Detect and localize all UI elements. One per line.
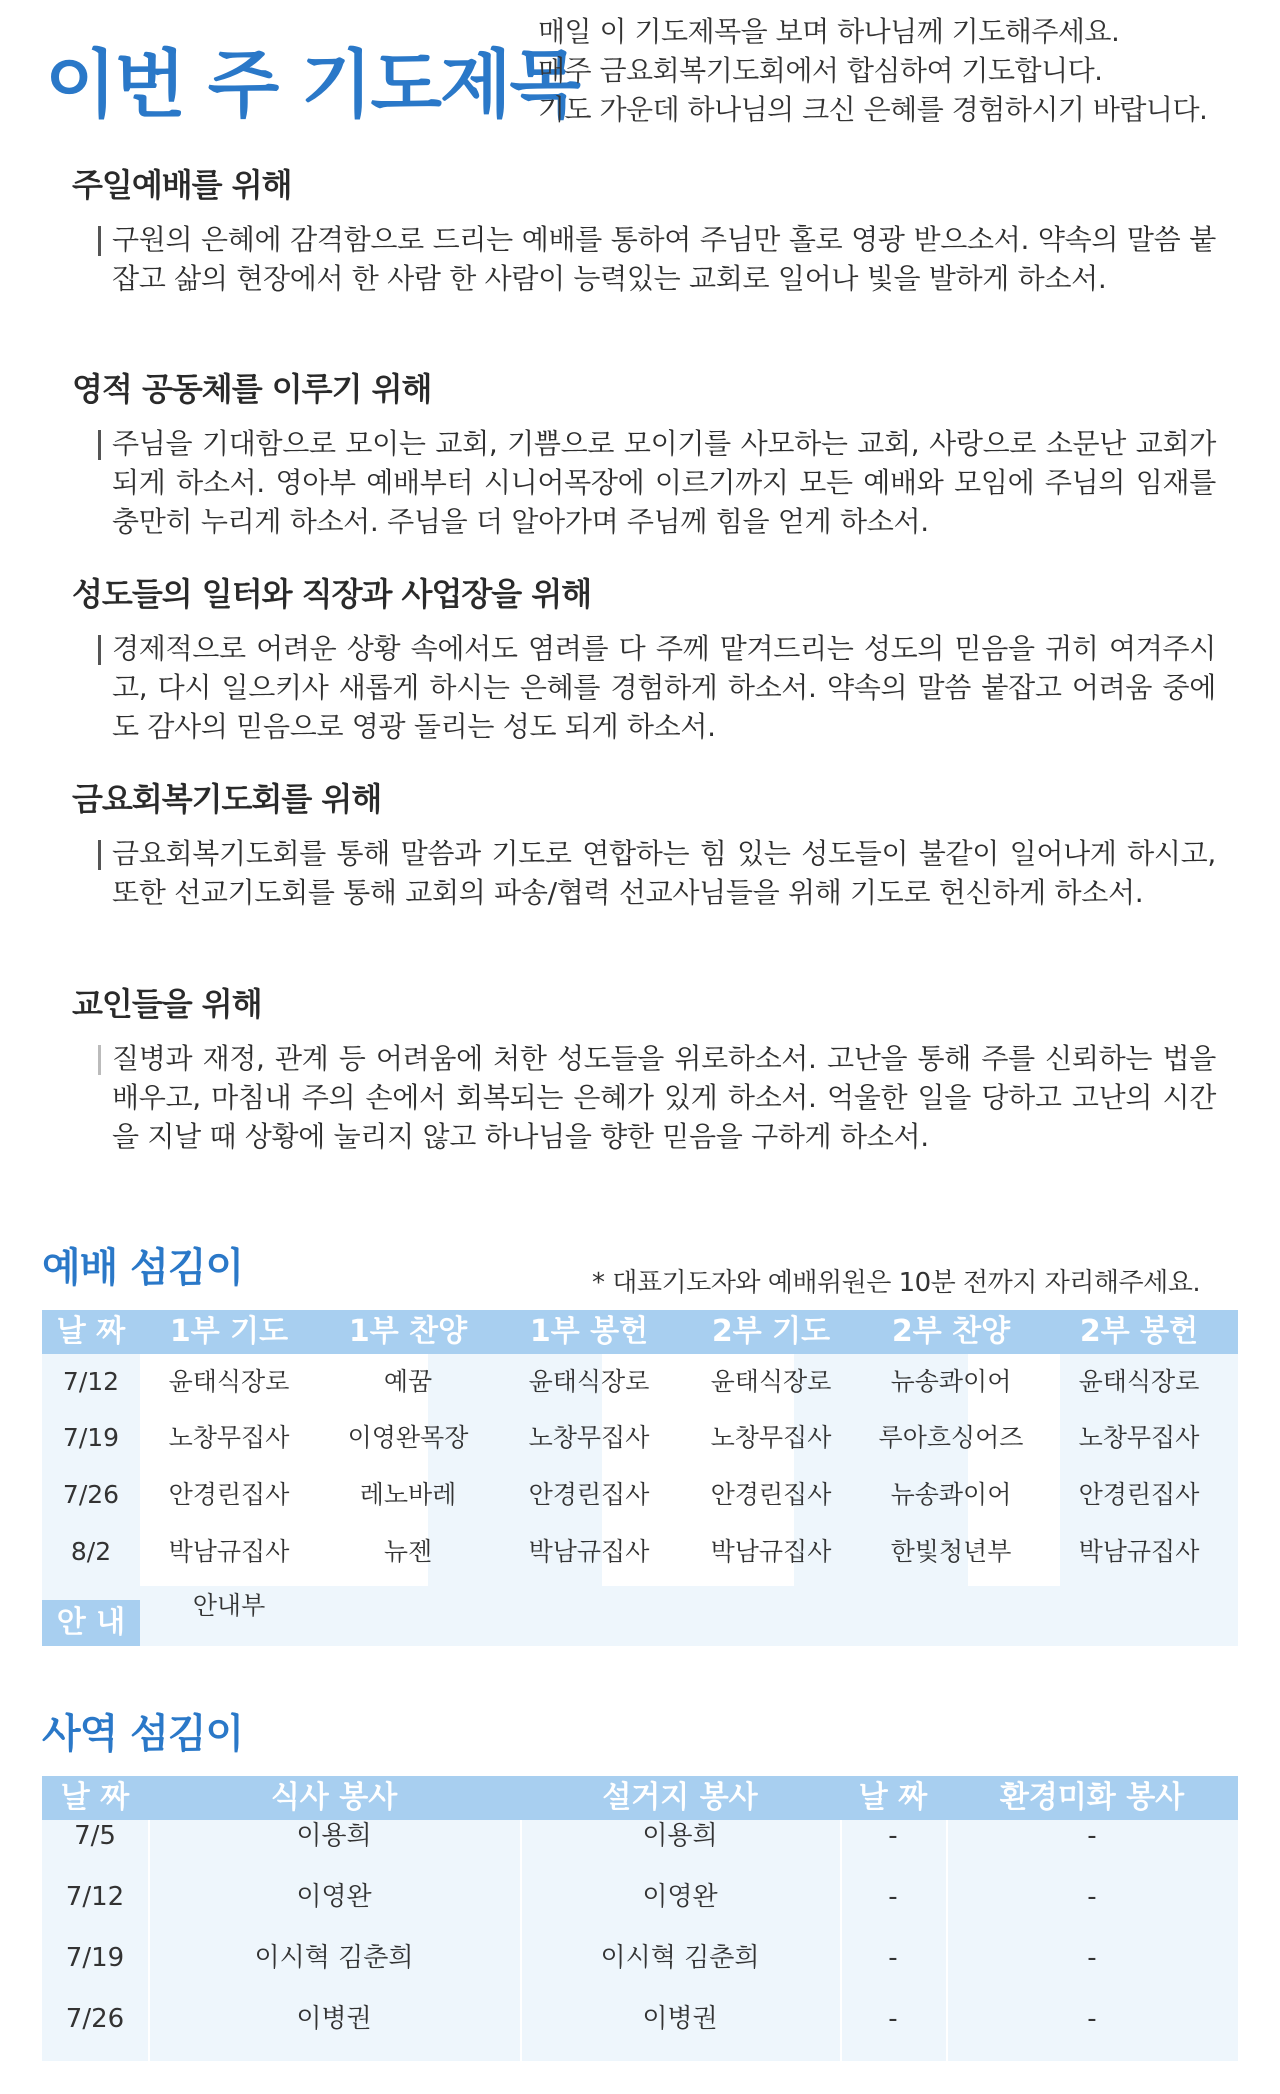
table-cell: - bbox=[888, 2004, 898, 2034]
table-cell: 7/5 bbox=[74, 1821, 116, 1851]
intro-line: 기도 가운데 하나님의 크신 은혜를 경험하시기 바랍니다. bbox=[538, 93, 1208, 126]
table-cell: - bbox=[888, 1882, 898, 1912]
prayer-bar bbox=[98, 430, 101, 460]
column-header: 2부 찬양 bbox=[891, 1314, 1011, 1349]
page-title: 이번 주 기도제목 bbox=[45, 42, 579, 128]
table-cell: 박남규집사 bbox=[168, 1537, 290, 1566]
column-header: 1부 기도 bbox=[169, 1314, 289, 1349]
intro-line: 매일 이 기도제목을 보며 하나님께 기도해주세요. bbox=[538, 15, 1120, 48]
table-cell: - bbox=[1087, 1943, 1097, 1973]
prayer-bar bbox=[98, 840, 101, 870]
intro-text bbox=[538, 12, 1258, 129]
table-cell: 윤태식장로 bbox=[528, 1367, 650, 1396]
column-header: 1부 봉헌 bbox=[529, 1314, 649, 1349]
table-cell: 7/12 bbox=[65, 1882, 125, 1912]
table-cell: 8/2 bbox=[70, 1537, 112, 1566]
table-cell: 뉴젠 bbox=[383, 1537, 433, 1566]
column-header: 환경미화 봉사 bbox=[999, 1780, 1185, 1815]
table-cell: 예꿈 bbox=[383, 1367, 433, 1396]
table-cell: 안경린집사 bbox=[528, 1480, 650, 1509]
prayer-body: 금요회복기도회를 통해 말씀과 기도로 연합하는 힘 있는 성도들이 불같이 일어나게 하시고, 또한 선교기도회를 통해 교회의 파송/협력 선교사님들을 위해 기도로 헌신하게 하소서. bbox=[112, 837, 1216, 909]
table-cell: - bbox=[888, 1821, 898, 1851]
prayer-title: 성도들의 일터와 직장과 사업장을 위해 bbox=[72, 575, 592, 613]
table-cell: 이시혁 김춘희 bbox=[254, 1943, 414, 1973]
prayer-title: 교인들을 위해 bbox=[72, 985, 262, 1023]
guide-value: 안내부 bbox=[192, 1591, 266, 1620]
prayer-bar bbox=[98, 226, 101, 256]
table-cell: 7/26 bbox=[62, 1480, 120, 1509]
table-cell: 이영완 bbox=[296, 1882, 372, 1912]
prayer-body: 구원의 은혜에 감격함으로 드리는 예배를 통하여 주님만 홀로 영광 받으소서. 약속의 말씀 붙잡고 삶의 현장에서 한 사람 한 사람이 능력있는 교회로 일어나 빛을 발하게 하소서. bbox=[112, 223, 1216, 295]
table-cell: 7/26 bbox=[65, 2004, 125, 2034]
column-header: 2부 기도 bbox=[711, 1314, 831, 1349]
column-header: 날 짜 bbox=[56, 1314, 126, 1349]
guide-label: 안 내 bbox=[42, 1600, 140, 1646]
intro-line: 매주 금요회복기도회에서 합심하여 기도합니다. bbox=[538, 54, 1103, 87]
service-table bbox=[42, 1776, 1238, 2061]
table-cell: 박남규집사 bbox=[710, 1537, 832, 1566]
table-cell: 레노바레 bbox=[359, 1480, 457, 1509]
header bbox=[0, 0, 1280, 150]
prayer-bar bbox=[98, 635, 101, 665]
column-header: 식사 봉사 bbox=[270, 1780, 398, 1815]
table-cell: 뉴송콰이어 bbox=[890, 1367, 1012, 1396]
prayer-title: 금요회복기도회를 위해 bbox=[72, 780, 382, 818]
table-cell: 윤태식장로 bbox=[710, 1367, 832, 1396]
worship-table bbox=[42, 1310, 1238, 1646]
table-cell: 노창무집사 bbox=[710, 1423, 832, 1452]
table-cell: 7/12 bbox=[62, 1367, 120, 1396]
prayer-bar bbox=[98, 1045, 101, 1075]
table-cell: 뉴송콰이어 bbox=[890, 1480, 1012, 1509]
table-cell: 안경린집사 bbox=[168, 1480, 290, 1509]
table-cell: 7/19 bbox=[62, 1423, 120, 1452]
table-cell: 노창무집사 bbox=[168, 1423, 290, 1452]
worship-note: * 대표기도자와 예배위원은 10분 전까지 자리해주세요. bbox=[592, 1268, 1201, 1298]
table-cell: 안경린집사 bbox=[1078, 1480, 1200, 1509]
prayer-title: 주일예배를 위해 bbox=[72, 166, 292, 204]
table-cell: 이영완 bbox=[642, 1882, 718, 1912]
column-header: 날 짜 bbox=[858, 1780, 928, 1815]
table-cell: 박남규집사 bbox=[1078, 1537, 1200, 1566]
table-cell: - bbox=[1087, 2004, 1097, 2034]
prayer-body: 질병과 재정, 관계 등 어려움에 처한 성도들을 위로하소서. 고난을 통해 주를 신뢰하는 법을 배우고, 마침내 주의 손에서 회복되는 은혜가 있게 하소서. 억울한 일을 당하고 고난의 시간을 지날 때 상황에 눌리지 않고 하나님을 향한 믿음을 구하게 하소서. bbox=[112, 1042, 1216, 1153]
table-cell: 이용희 bbox=[296, 1821, 372, 1851]
worship-heading: 예배 섬김이 bbox=[42, 1245, 244, 1291]
column-header: 설거지 봉사 bbox=[602, 1780, 758, 1815]
table-cell: 이용희 bbox=[642, 1821, 718, 1851]
table-header bbox=[42, 1310, 1238, 1354]
table-cell: 윤태식장로 bbox=[168, 1367, 290, 1396]
column-header: 1부 찬양 bbox=[348, 1314, 468, 1349]
table-cell: 안경린집사 bbox=[710, 1480, 832, 1509]
table-cell: 한빛청년부 bbox=[890, 1537, 1012, 1566]
table-cell: 이병권 bbox=[296, 2004, 372, 2034]
table-cell: - bbox=[888, 1943, 898, 1973]
table-cell: - bbox=[1087, 1821, 1097, 1851]
table-cell: 노창무집사 bbox=[1078, 1423, 1200, 1452]
column-header: 2부 봉헌 bbox=[1079, 1314, 1199, 1349]
table-cell: 윤태식장로 bbox=[1078, 1367, 1200, 1396]
table-cell: 이시혁 김춘희 bbox=[600, 1943, 760, 1973]
table-header bbox=[42, 1776, 1238, 1820]
prayer-body: 경제적으로 어려운 상황 속에서도 염려를 다 주께 맡겨드리는 성도의 믿음을 귀히 여겨주시고, 다시 일으키사 새롭게 하시는 은혜를 경험하게 하소서. 약속의 말씀 붙잡고 어려움 중에도 감사의 믿음으로 영광 돌리는 성도 되게 하소서. bbox=[112, 632, 1216, 743]
table-cell: 노창무집사 bbox=[528, 1423, 650, 1452]
prayer-title: 영적 공동체를 이루기 위해 bbox=[72, 370, 432, 408]
table-cell: 7/19 bbox=[65, 1943, 125, 1973]
table-cell: - bbox=[1087, 1882, 1097, 1912]
prayer-body: 주님을 기대함으로 모이는 교회, 기쁨으로 모이기를 사모하는 교회, 사랑으로 소문난 교회가 되게 하소서. 영아부 예배부터 시니어목장에 이르기까지 모든 예배와 모임에 주님의 임재를 충만히 누리게 하소서. 주님을 더 알아가며 주님께 힘을 얻게 하소서. bbox=[112, 427, 1216, 538]
service-heading: 사역 섬김이 bbox=[42, 1711, 244, 1757]
table-cell: 이영완목장 bbox=[347, 1423, 469, 1452]
table-cell: 루아흐싱어즈 bbox=[878, 1423, 1024, 1452]
column-header: 날 짜 bbox=[60, 1780, 130, 1815]
table-cell: 이병권 bbox=[642, 2004, 718, 2034]
table-cell: 박남규집사 bbox=[528, 1537, 650, 1566]
